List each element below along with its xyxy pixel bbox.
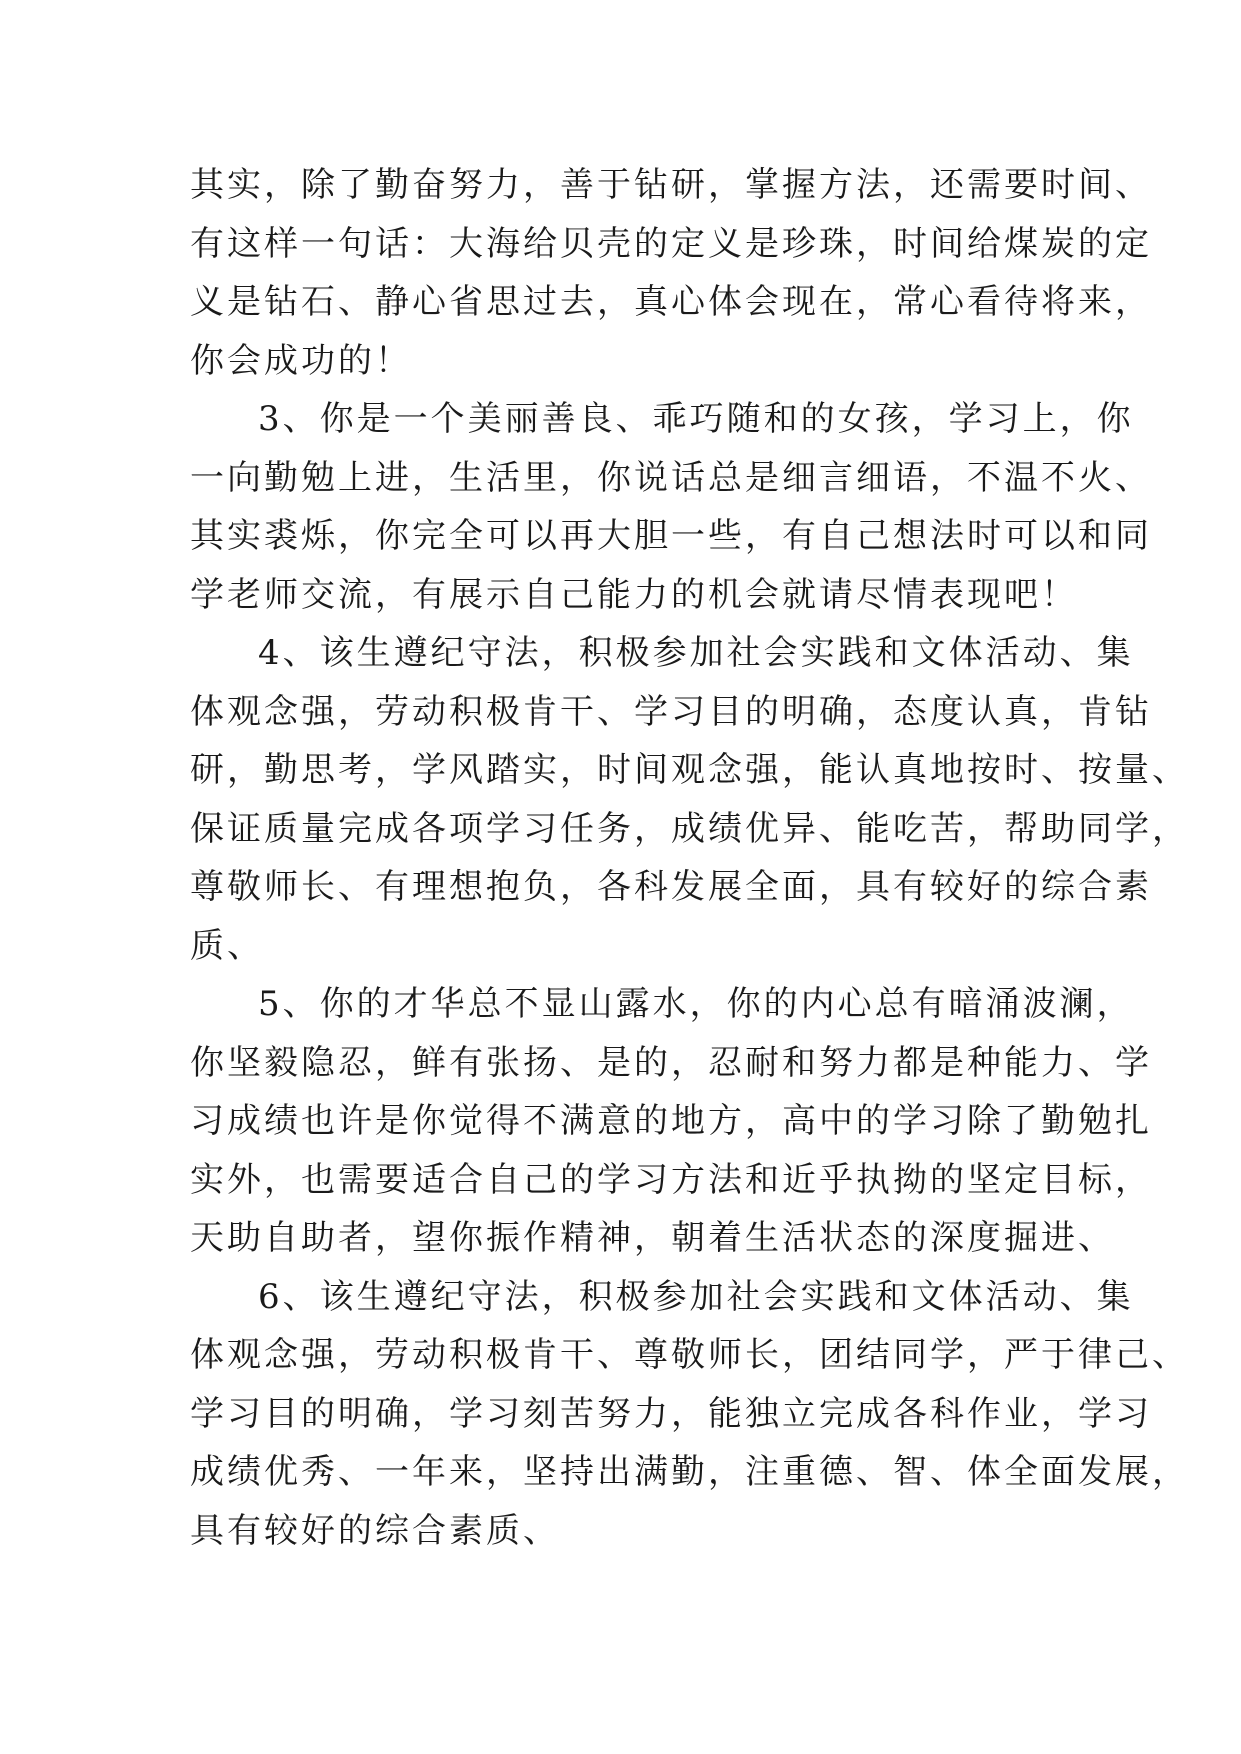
document-body (190, 156, 1189, 1560)
text-line: 尊敬师长、有理想抱负，各科发展全面，具有较好的综合素 (190, 867, 1152, 907)
paragraph-3-first-line: 3、你是一个美丽善良、乖巧随和的女孩，学习上，你 (258, 399, 1134, 439)
paragraph-5-first-line: 5、你的才华总不显山露水，你的内心总有暗涌波澜， (258, 984, 1134, 1024)
text-line: 具有较好的综合素质、 (190, 1510, 560, 1551)
paragraph-6-first-line: 6、该生遵纪守法，积极参加社会实践和文体活动、集 (258, 1276, 1134, 1317)
text-line: 习成绩也许是你觉得不满意的地方，高中的学习除了勤勉扎 (190, 1101, 1152, 1141)
text-line: 研，勤思考，学风踏实，时间观念强，能认真地按时、按量、 (190, 750, 1189, 790)
text-line: 其实裘烁，你完全可以再大胆一些，有自己想法时可以和同 (190, 516, 1152, 556)
text-line: 天助自助者，望你振作精神，朝着生活状态的深度掘进、 (190, 1218, 1115, 1258)
paragraph-4-first-line: 4、该生遵纪守法，积极参加社会实践和文体活动、集 (258, 633, 1134, 673)
text-line: 其实，除了勤奋努力，善于钻研，掌握方法，还需要时间、 (190, 165, 1152, 205)
text-line: 你会成功的！ (190, 340, 412, 381)
text-line: 学习目的明确，学习刻苦努力，能独立完成各科作业，学习 (190, 1393, 1152, 1434)
text-line: 质、 (190, 925, 264, 966)
text-line: 有这样一句话：大海给贝壳的定义是珍珠，时间给煤炭的定 (190, 223, 1152, 264)
text-line: 成绩优秀、一年来，坚持出满勤，注重德、智、体全面发展， (190, 1452, 1189, 1492)
text-line: 保证质量完成各项学习任务，成绩优异、能吃苦，帮助同学， (190, 808, 1189, 849)
text-line: 实外，也需要适合自己的学习方法和近乎执拗的坚定目标， (190, 1159, 1152, 1200)
text-line: 体观念强，劳动积极肯干、学习目的明确，态度认真，肯钻 (190, 691, 1152, 732)
text-line: 体观念强，劳动积极肯干、尊敬师长，团结同学，严于律己、 (190, 1335, 1189, 1375)
text-line: 你坚毅隐忍，鲜有张扬、是的，忍耐和努力都是种能力、学 (190, 1042, 1152, 1083)
text-line: 义是钻石、静心省思过去，真心体会现在，常心看待将来， (190, 282, 1152, 322)
text-line: 学老师交流，有展示自己能力的机会就请尽情表现吧！ (190, 574, 1078, 615)
text-line: 一向勤勉上进，生活里，你说话总是细言细语，不温不火、 (190, 457, 1152, 498)
